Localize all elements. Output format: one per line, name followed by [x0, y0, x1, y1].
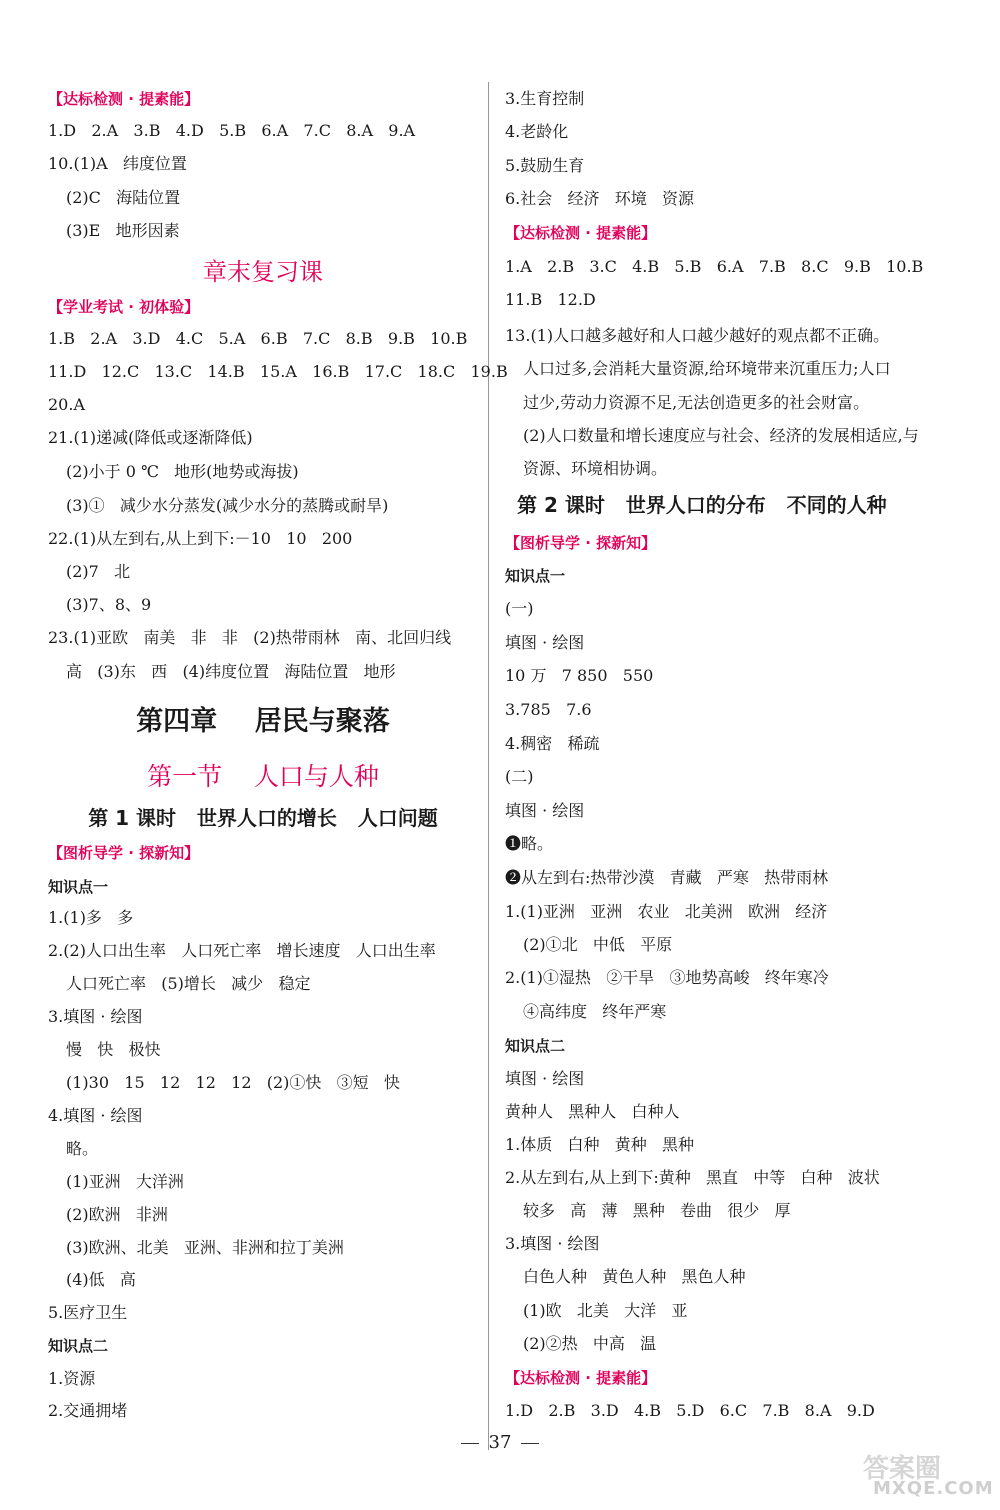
- answer-line: 5.医疗卫生: [48, 1303, 128, 1322]
- section-tag: 【达标检测 · 提素能】: [48, 90, 200, 108]
- answer-line: 3.填图 · 绘图: [505, 1234, 600, 1253]
- answer-line-indented: (2)①北 中低 平原: [523, 935, 673, 954]
- answer-line-indented: (3)① 减少水分蒸发(减少水分的蒸腾或耐旱): [66, 496, 389, 515]
- answer-line: 23.(1)亚欧 南美 非 非 (2)热带雨林 南、北回归线: [48, 628, 452, 647]
- answer-line: 21.(1)递减(降低或逐渐降低): [48, 428, 253, 447]
- answer-line-indented: (1)30 15 12 12 12 (2)①快 ③短 快: [66, 1073, 400, 1092]
- answer-line-indented: (3)欧洲、北美 亚洲、非洲和拉丁美洲: [66, 1238, 344, 1257]
- column-divider: [488, 82, 489, 1450]
- answer-line: ❷从左到右:热带沙漠 青藏 严寒 热带雨林: [505, 868, 829, 887]
- answer-line: 4.填图 · 绘图: [48, 1106, 143, 1125]
- answer-line: 1.资源: [48, 1369, 96, 1388]
- page-number-text: 37: [488, 1432, 512, 1453]
- answer-line-indented: (2)C 海陆位置: [66, 188, 181, 207]
- answer-line: 6.社会 经济 环境 资源: [505, 189, 695, 208]
- watermark-top: 答案圈: [863, 1454, 942, 1484]
- section-tag: 【图析导学 · 探新知】: [505, 534, 657, 552]
- page-dash-right: [521, 1443, 539, 1444]
- knowledge-point-heading: 知识点二: [48, 1337, 109, 1355]
- section-tag: 【达标检测 · 提素能】: [505, 224, 657, 242]
- answer-line: 填图 · 绘图: [505, 1069, 585, 1088]
- lesson-title: 第 2 课时 世界人口的分布 不同的人种: [517, 493, 887, 517]
- answer-line: 1.A 2.B 3.C 4.B 5.B 6.A 7.B 8.C 9.B 10.B: [505, 257, 924, 276]
- answer-line: 1.B 2.A 3.D 4.C 5.A 6.B 7.C 8.B 9.B 10.B: [48, 329, 468, 348]
- answer-line-indented: 人口死亡率 (5)增长 减少 稳定: [66, 974, 311, 993]
- page-number: [0, 1432, 1000, 1453]
- answer-line-indented: 略。: [66, 1139, 99, 1158]
- answer-line-indented: (2)7 北: [66, 562, 131, 581]
- answer-line-indented: 较多 高 薄 黑种 卷曲 很少 厚: [523, 1201, 791, 1220]
- answer-line-indented: ④高纬度 终年严寒: [523, 1002, 667, 1021]
- lesson-title: 第 1 课时 世界人口的增长 人口问题: [88, 806, 438, 830]
- answer-line-indented: 高 (3)东 西 (4)纬度位置 海陆位置 地形: [66, 662, 396, 681]
- answer-line: 5.鼓励生育: [505, 156, 585, 175]
- answer-line-indented: 白色人种 黄色人种 黑色人种: [523, 1267, 746, 1286]
- answer-line: 黄种人 黑种人 白种人: [505, 1102, 680, 1121]
- answer-line: 3.785 7.6: [505, 700, 592, 719]
- answer-line: 3.生育控制: [505, 89, 585, 108]
- answer-line-indented: (3)E 地形因素: [66, 221, 180, 240]
- answer-line-indented: (2)②热 中高 温: [523, 1334, 657, 1353]
- answer-line: (一): [505, 599, 534, 618]
- watermark-text: MXQE.COM: [873, 1478, 994, 1499]
- answer-line: 2.(2)人口出生率 人口死亡率 增长速度 人口出生率: [48, 941, 436, 960]
- answer-line-indented: (1)欧 北美 大洋 亚: [523, 1301, 688, 1320]
- answer-line: 2.交通拥堵: [48, 1401, 128, 1420]
- knowledge-point-heading: 知识点二: [505, 1037, 566, 1055]
- section-tag: 【达标检测 · 提素能】: [505, 1369, 657, 1387]
- answer-line-indented: 慢 快 极快: [66, 1040, 161, 1059]
- answer-line: 20.A: [48, 395, 85, 414]
- watermark-logo: [855, 1448, 995, 1508]
- answer-line: 4.稠密 稀疏: [505, 734, 600, 753]
- answer-line: 填图 · 绘图: [505, 633, 585, 652]
- answer-line: 13.(1)人口越多越好和人口越少越好的观点都不正确。: [505, 326, 890, 345]
- answer-line-indented: (4)低 高: [66, 1270, 136, 1289]
- page-dash-left: [461, 1443, 479, 1444]
- answer-line: 3.填图 · 绘图: [48, 1007, 143, 1026]
- answer-line: 11.B 12.D: [505, 290, 596, 309]
- answer-line: 2.(1)①湿热 ②干旱 ③地势高峻 终年寒冷: [505, 968, 829, 987]
- knowledge-point-heading: 知识点一: [505, 567, 566, 585]
- section-title: 第一节 人口与人种: [147, 762, 379, 791]
- answer-line-indented: (2)小于 0 ℃ 地形(地势或海拔): [66, 462, 299, 481]
- answer-line-indented: 过少,劳动力资源不足,无法创造更多的社会财富。: [523, 393, 870, 412]
- answer-line: 2.从左到右,从上到下:黄种 黑直 中等 白种 波状: [505, 1168, 880, 1187]
- answer-line: 1.D 2.B 3.D 4.B 5.D 6.C 7.B 8.A 9.D: [505, 1401, 875, 1420]
- section-tag: 【学业考试 · 初体验】: [48, 298, 200, 316]
- answer-line-indented: (2)人口数量和增长速度应与社会、经济的发展相适应,与: [523, 426, 919, 445]
- answer-line: 1.体质 白种 黄种 黑种: [505, 1135, 695, 1154]
- answer-line: 10.(1)A 纬度位置: [48, 154, 187, 173]
- answer-line: 4.老龄化: [505, 122, 569, 141]
- chapter-title: 第四章 居民与聚落: [136, 706, 390, 737]
- answer-line: 11.D 12.C 13.C 14.B 15.A 16.B 17.C 18.C 19.B: [48, 362, 508, 381]
- answer-line: 10 万 7 850 550: [505, 666, 654, 685]
- knowledge-point-heading: 知识点一: [48, 878, 109, 896]
- answer-line-indented: 资源、环境相协调。: [523, 459, 668, 478]
- answer-line: ❶略。: [505, 834, 554, 853]
- answer-line-indented: (3)7、8、9: [66, 595, 152, 614]
- answer-line: 填图 · 绘图: [505, 801, 585, 820]
- answer-line: 1.(1)多 多: [48, 908, 134, 927]
- section-tag: 【图析导学 · 探新知】: [48, 844, 200, 862]
- answer-line: (二): [505, 767, 534, 786]
- answer-line: 1.D 2.A 3.B 4.D 5.B 6.A 7.C 8.A 9.A: [48, 121, 416, 140]
- answer-line-indented: (2)欧洲 非洲: [66, 1205, 168, 1224]
- review-title: 章末复习课: [203, 258, 323, 286]
- answer-line: 22.(1)从左到右,从上到下:－10 10 200: [48, 529, 353, 548]
- answer-line: 1.(1)亚洲 亚洲 农业 北美洲 欧洲 经济: [505, 902, 828, 921]
- answer-line-indented: (1)亚洲 大洋洲: [66, 1172, 184, 1191]
- answer-line-indented: 人口过多,会消耗大量资源,给环境带来沉重压力;人口: [523, 359, 891, 378]
